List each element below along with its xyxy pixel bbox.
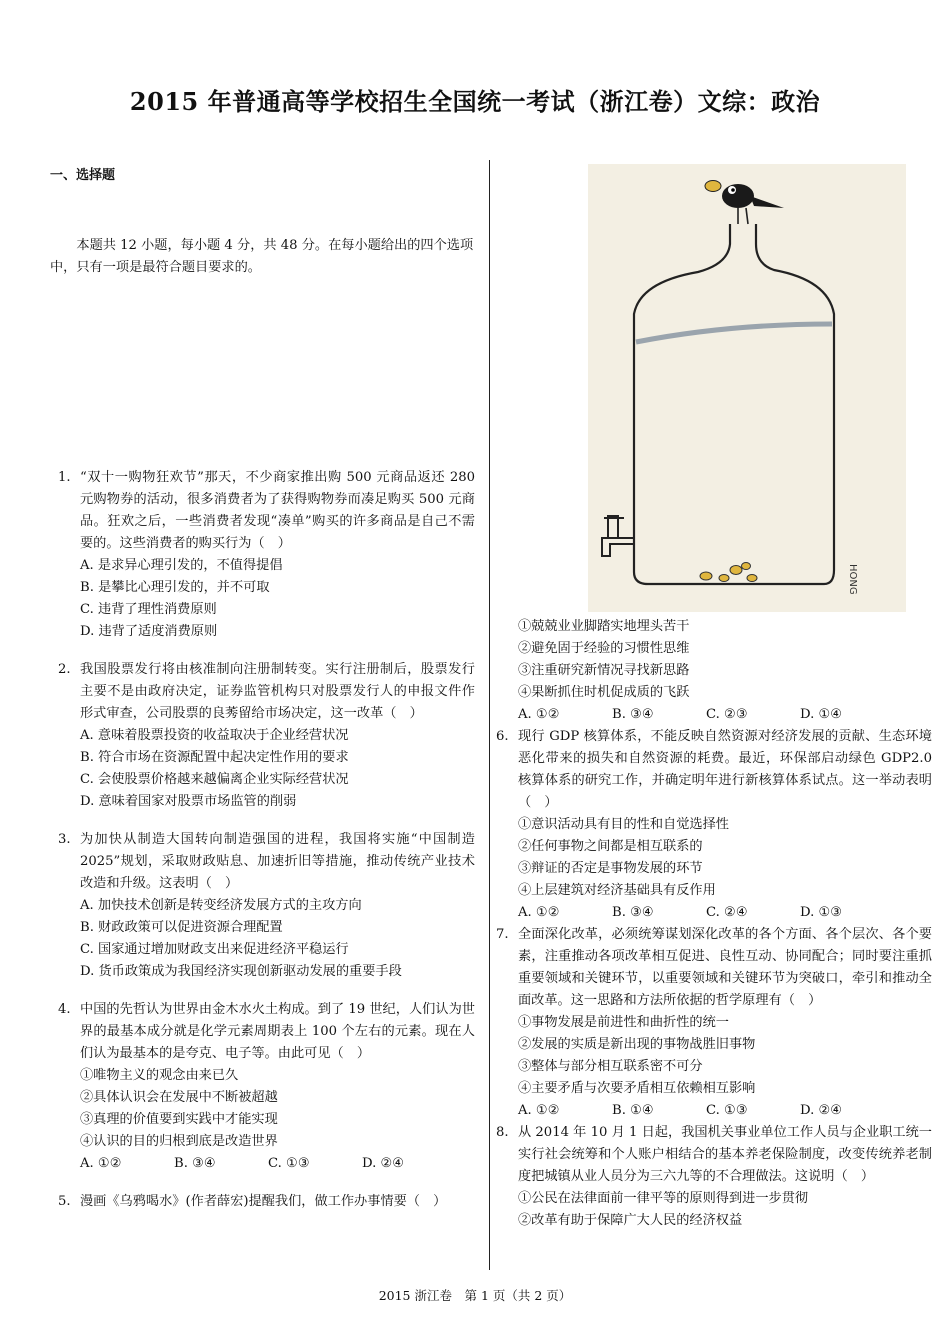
section-heading: 一、选择题 xyxy=(50,168,116,183)
question-stem: 为加快从制造大国转向制造强国的进程，我国将实施“中国制造 2025”规划，采取财政贴息、加速折旧等措施，推动传统产业技术改造和升级。这表明（ ） xyxy=(80,832,475,891)
statement-3: ③真理的价值要到实践中才能实现 xyxy=(80,1112,278,1127)
question-6 xyxy=(488,726,932,924)
statement-4: ④主要矛盾与次要矛盾相互依赖相互影响 xyxy=(518,1081,756,1096)
choice-b: B. ①④ xyxy=(612,1103,654,1118)
question-number: 3. xyxy=(58,832,71,847)
choice-d: D. ②④ xyxy=(362,1156,405,1171)
option-d: D. 货币政策成为我国经济实现创新驱动发展的重要手段 xyxy=(80,964,402,979)
artist-signature: HONG xyxy=(847,564,858,595)
statement-1: ①事物发展是前进性和曲折性的统一 xyxy=(518,1015,729,1030)
page-title: 2015 年普通高等学校招生全国统一考试（浙江卷）文综：政治 xyxy=(129,87,821,116)
statement-4: ④上层建筑对经济基础具有反作用 xyxy=(518,883,716,898)
option-c: C. 违背了理性消费原则 xyxy=(80,602,217,617)
question-2 xyxy=(50,659,475,813)
choice-b: B. ③④ xyxy=(612,905,654,920)
statement-3: ③整体与部分相互联系密不可分 xyxy=(518,1059,703,1074)
choice-a: A. ①② xyxy=(518,905,560,920)
choice-a: A. ①② xyxy=(518,1103,560,1118)
answer-choices xyxy=(518,902,932,924)
question-4 xyxy=(50,999,475,1175)
question-number: 1. xyxy=(58,470,71,485)
choice-d: D. ①③ xyxy=(800,905,843,920)
statement-4: ④果断抓住时机促成质的飞跃 xyxy=(518,685,690,700)
question-number: 2. xyxy=(58,662,71,677)
question-stem: 我国股票发行将由核准制向注册制转变。实行注册制后，股票发行主要不是由政府决定，证券监管机构只对股票发行人的申报文件作形式审查，公司股票的良莠留给市场决定，这一改革（ ） xyxy=(80,662,475,721)
choice-b: B. ③④ xyxy=(612,707,654,722)
statement-1: ①唯物主义的观念由来已久 xyxy=(80,1068,239,1083)
statement-2: ②避免固于经验的习惯性思维 xyxy=(518,641,690,656)
choice-c: C. ②③ xyxy=(706,707,748,722)
question-number: 8. xyxy=(496,1125,509,1140)
page-footer: 2015 浙江卷 第 1 页（共 2 页） xyxy=(378,1288,572,1303)
statement-2: ②任何事物之间都是相互联系的 xyxy=(518,839,703,854)
option-a: A. 是求异心理引发的，不值得提倡 xyxy=(80,558,283,573)
option-a: A. 加快技术创新是转变经济发展方式的主攻方向 xyxy=(80,898,362,913)
choice-c: C. ②④ xyxy=(706,905,748,920)
question-stem: 全面深化改革，必须统筹谋划深化改革的各个方面、各个层次、各个要素，注重推动各项改革相互促进、良性互动、协同配合；同时要注重抓重要领域和关键环节，以重要领域和关键环节为突破口，牵引和推动全面改革。这一思路和方法所依据的哲学原理有（ ） xyxy=(518,927,932,1008)
question-8 xyxy=(488,1122,932,1232)
cartoon-crow-drinking-water xyxy=(588,164,906,612)
question-number: 6. xyxy=(496,729,509,744)
statement-2: ②具体认识会在发展中不断被超越 xyxy=(80,1090,278,1105)
question-number: 4. xyxy=(58,1002,71,1017)
question-stem: 漫画《乌鸦喝水》(作者薛宏)提醒我们，做工作办事情要（ ） xyxy=(80,1194,447,1209)
choice-d: D. ②④ xyxy=(800,1103,843,1118)
option-c: C. 国家通过增加财政支出来促进经济平稳运行 xyxy=(80,942,349,957)
answer-choices xyxy=(518,1100,932,1122)
answer-choices xyxy=(80,1153,475,1175)
pebbles xyxy=(700,563,757,582)
statement-3: ③注重研究新情况寻找新思路 xyxy=(518,663,690,678)
option-d: D. 违背了适度消费原则 xyxy=(80,624,218,639)
left-column xyxy=(50,165,475,1213)
question-7 xyxy=(488,924,932,1122)
statement-1: ①公民在法律面前一律平等的原则得到进一步贯彻 xyxy=(518,1191,809,1206)
answer-choices xyxy=(518,704,932,726)
option-b: B. 是攀比心理引发的，并不可取 xyxy=(80,580,270,595)
choice-b: B. ③④ xyxy=(174,1156,216,1171)
statement-4: ④认识的目的归根到底是改造世界 xyxy=(80,1134,278,1149)
choice-c: C. ①③ xyxy=(706,1103,748,1118)
question-5 xyxy=(50,1191,475,1213)
statement-2: ②改革有助于保障广大人民的经济权益 xyxy=(518,1213,743,1228)
section-intro: 本题共 12 小题，每小题 4 分，共 48 分。在每小题给出的四个选项中，只有一项是最符合题目要求的。 xyxy=(50,238,474,275)
question-stem: 中国的先哲认为世界由金木水火土构成。到了 19 世纪，人们认为世界的最基本成分就是化学元素周期表上 100 个左右的元素。现在人们认为最基本的是夸克、电子等。由此可见（ ） xyxy=(80,1002,475,1061)
tap-icon xyxy=(602,516,634,556)
crow-icon xyxy=(705,181,784,225)
water-line xyxy=(636,324,832,342)
choice-d: D. ①④ xyxy=(800,707,843,722)
right-column xyxy=(496,616,932,1232)
question-stem: “双十一购物狂欢节”那天，不少商家推出购 500 元商品返还 280 元购物券的活动，很多消费者为了获得购物券而凑足购买 500 元商品。狂欢之后，一些消费者发现“凑单”购买的许多商品是自己不需要的。这些消费者的购买行为（ ） xyxy=(80,470,475,551)
option-b: B. 财政政策可以促进资源合理配置 xyxy=(80,920,283,935)
statement-1: ①兢兢业业脚踏实地埋头苦干 xyxy=(518,619,690,634)
question-3 xyxy=(50,829,475,983)
option-d: D. 意味着国家对股票市场监管的削弱 xyxy=(80,794,297,809)
choice-a: A. ①② xyxy=(80,1156,122,1171)
question-number: 5. xyxy=(58,1194,71,1209)
statement-2: ②发展的实质是新出现的事物战胜旧事物 xyxy=(518,1037,756,1052)
statement-1: ①意识活动具有目的性和自觉选择性 xyxy=(518,817,729,832)
statement-3: ③辩证的否定是事物发展的环节 xyxy=(518,861,703,876)
bottle-outline xyxy=(634,224,834,584)
question-stem: 现行 GDP 核算体系，不能反映自然资源对经济发展的贡献、生态环境恶化带来的损失和自然资源的耗费。最近，环保部启动绿色 GDP2.0 核算体系的研究工作，并确定明年进行新核算体系试点。这一举动表明（ ） xyxy=(518,729,932,810)
choice-c: C. ①③ xyxy=(268,1156,310,1171)
question-stem: 从 2014 年 10 月 1 日起，我国机关事业单位工作人员与企业职工统一实行社会统筹和个人账户相结合的基本养老保险制度，改变传统养老制度把城镇从业人员分为三六九等的不合理做法。这说明（ ） xyxy=(518,1125,932,1184)
question-number: 7. xyxy=(496,927,509,942)
option-b: B. 符合市场在资源配置中起决定性作用的要求 xyxy=(80,750,349,765)
option-c: C. 会使股票价格越来越偏离企业实际经营状况 xyxy=(80,772,349,787)
choice-a: A. ①② xyxy=(518,707,560,722)
option-a: A. 意味着股票投资的收益取决于企业经营状况 xyxy=(80,728,349,743)
cartoon-drawing xyxy=(588,164,906,612)
question-1 xyxy=(50,467,475,643)
